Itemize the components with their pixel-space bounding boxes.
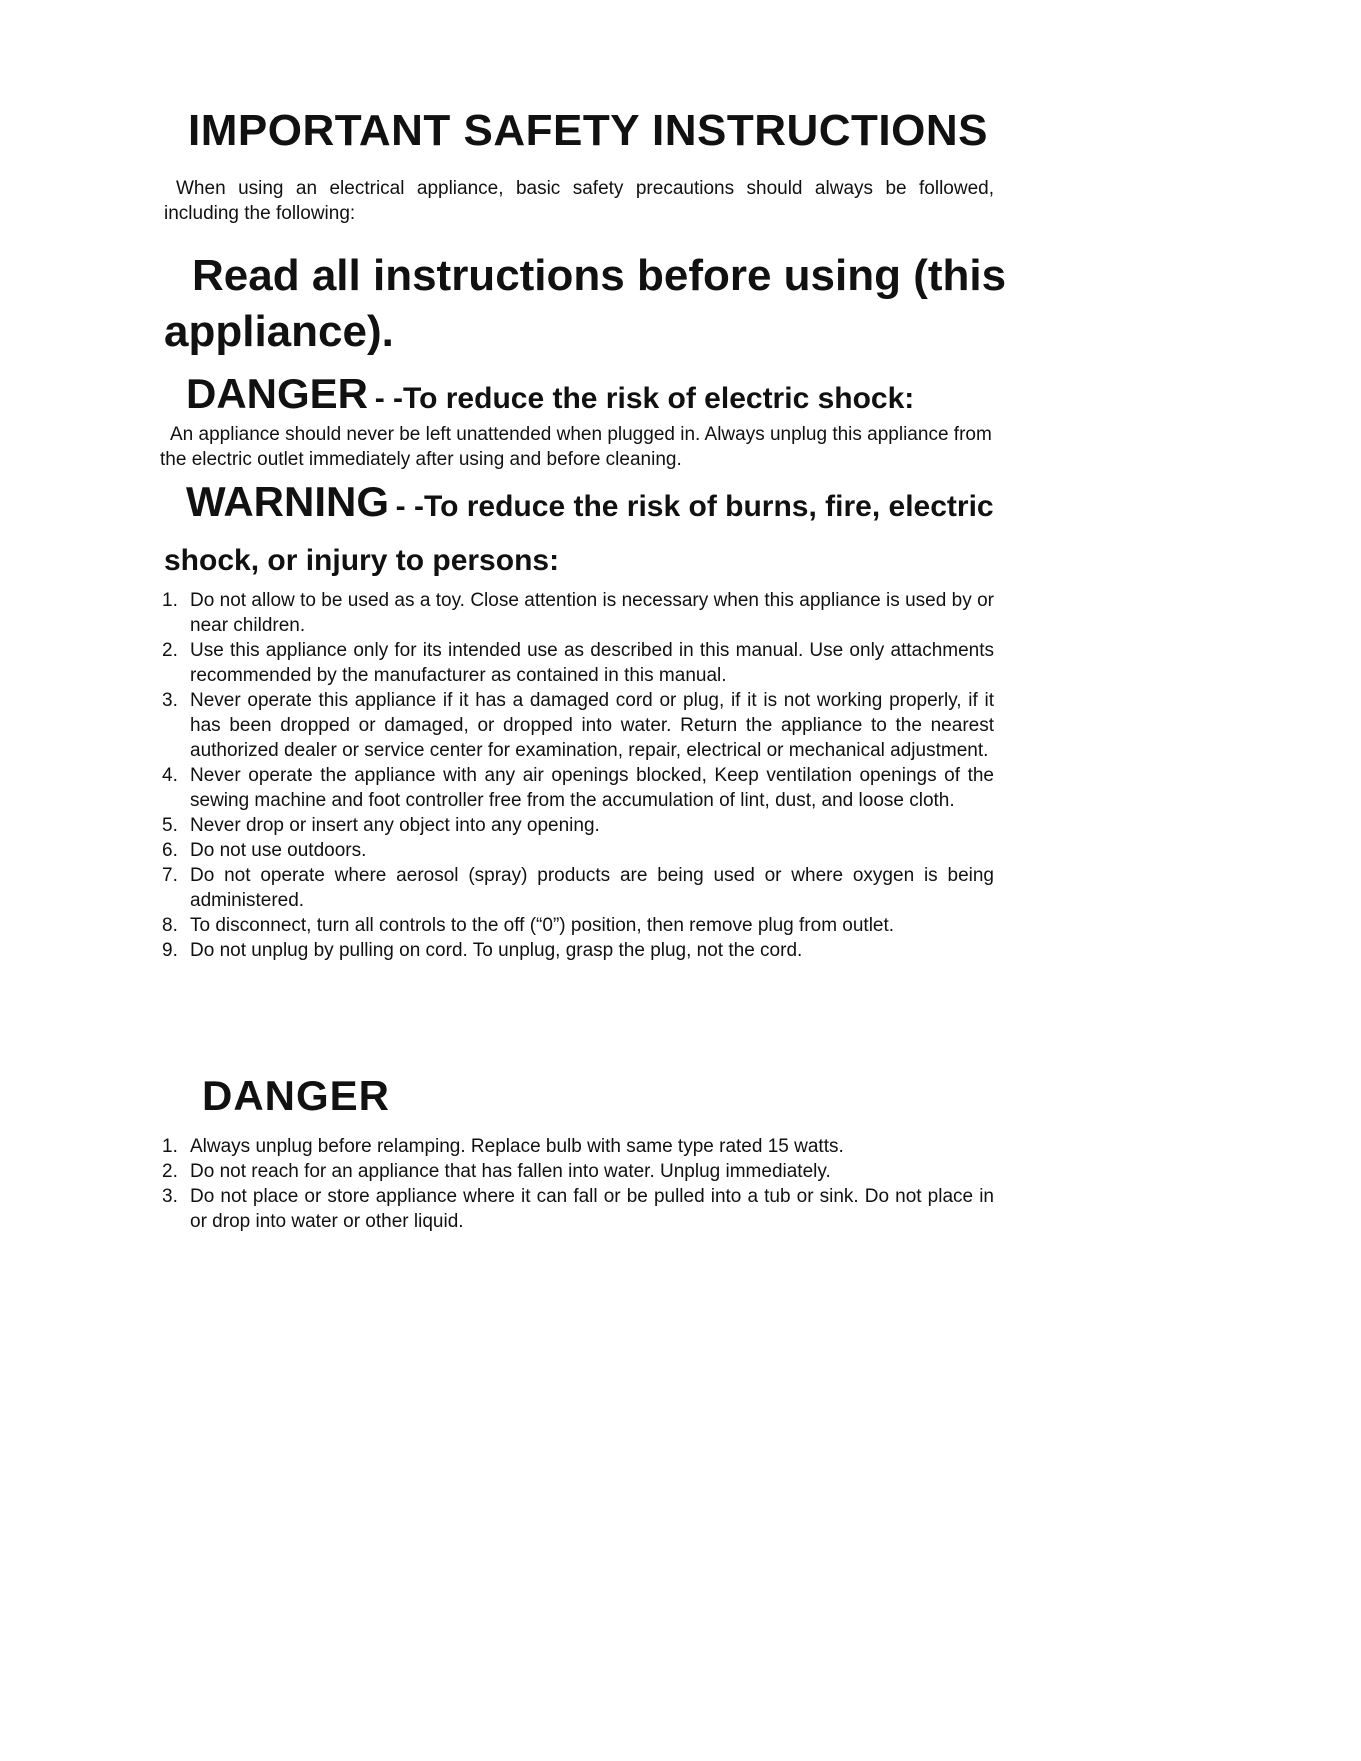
list-item-number: 2. [162, 1161, 178, 1182]
danger-paragraph: An appliance should never be left unattended when plugged in. Always unplug this appliance from the electric outlet immediately after using and before cleaning. [160, 424, 992, 470]
intro-paragraph: When using an electrical appliance, basic safety precautions should always be followed, including the following: [164, 178, 994, 224]
list-item [160, 1159, 994, 1184]
list-item [160, 588, 994, 638]
list-item-text: Never drop or insert any object into any opening. [190, 815, 600, 836]
list-item-text: Do not unplug by pulling on cord. To unplug, grasp the plug, not the cord. [190, 940, 803, 961]
list-item-text: Use this appliance only for its intended use as described in this manual. Use only attachments recommended by the manufacturer as contained in this manual. [190, 640, 994, 686]
list-item [160, 863, 994, 913]
list-item-number: 7. [162, 865, 178, 886]
list-item-text: Do not place or store appliance where it can fall or be pulled into a tub or sink. Do not place in or drop into water or other liquid. [190, 1186, 994, 1232]
second-danger-heading: DANGER [202, 1072, 391, 1119]
danger-heading-rest: - -To reduce the risk of electric shock: [374, 382, 915, 415]
list-item-text: Never operate this appliance if it has a damaged cord or plug, if it is not working properly, if it has been dropped or damaged, or dropped into water. Return the appliance to the nearest authorized dealer or service center for examination, repair, electrical or mechanical adjustment. [190, 690, 994, 761]
list-item-number: 5. [162, 815, 178, 836]
list-item [160, 638, 994, 688]
list-item-text: Do not allow to be used as a toy. Close attention is necessary when this appliance is used by or near children. [190, 590, 994, 636]
list-item [160, 813, 994, 838]
danger-heading [186, 370, 914, 418]
list-item-text: Do not reach for an appliance that has fallen into water. Unplug immediately. [190, 1161, 831, 1182]
list-item [160, 938, 994, 963]
list-item-number: 1. [162, 590, 178, 611]
list-item-number: 2. [162, 640, 178, 661]
warning-list [160, 588, 994, 963]
list-item-text: Do not operate where aerosol (spray) products are being used or where oxygen is being administered. [190, 865, 994, 911]
main-title: IMPORTANT SAFETY INSTRUCTIONS [188, 106, 988, 155]
list-item-text: Do not use outdoors. [190, 840, 367, 861]
list-item-number: 1. [162, 1136, 178, 1157]
list-item [160, 913, 994, 938]
list-item-number: 4. [162, 765, 178, 786]
warning-heading-rest: - -To reduce the risk of burns, fire, electric shock, or injury to persons: [164, 490, 994, 577]
list-item-number: 6. [162, 840, 178, 861]
list-item [160, 1134, 994, 1159]
danger-list [160, 1134, 994, 1234]
list-item-number: 3. [162, 1186, 178, 1207]
warning-heading [164, 476, 1024, 589]
list-item [160, 688, 994, 763]
list-item-text: Never operate the appliance with any air openings blocked, Keep ventilation openings of the sewing machine and foot controller free from the accumulation of lint, dust, and loose cloth. [190, 765, 994, 811]
list-item-number: 9. [162, 940, 178, 961]
list-item-number: 3. [162, 690, 178, 711]
list-item [160, 763, 994, 813]
danger-heading-word: DANGER [186, 370, 369, 417]
list-item-text: To disconnect, turn all controls to the off (“0”) position, then remove plug from outlet. [190, 915, 895, 936]
warning-heading-word: WARNING [186, 478, 389, 525]
list-item [160, 1184, 994, 1234]
list-item-number: 8. [162, 915, 178, 936]
list-item-text: Always unplug before relamping. Replace bulb with same type rated 15 watts. [190, 1136, 844, 1157]
read-instructions-heading: Read all instructions before using (this appliance). [164, 251, 1007, 356]
list-item [160, 838, 994, 863]
